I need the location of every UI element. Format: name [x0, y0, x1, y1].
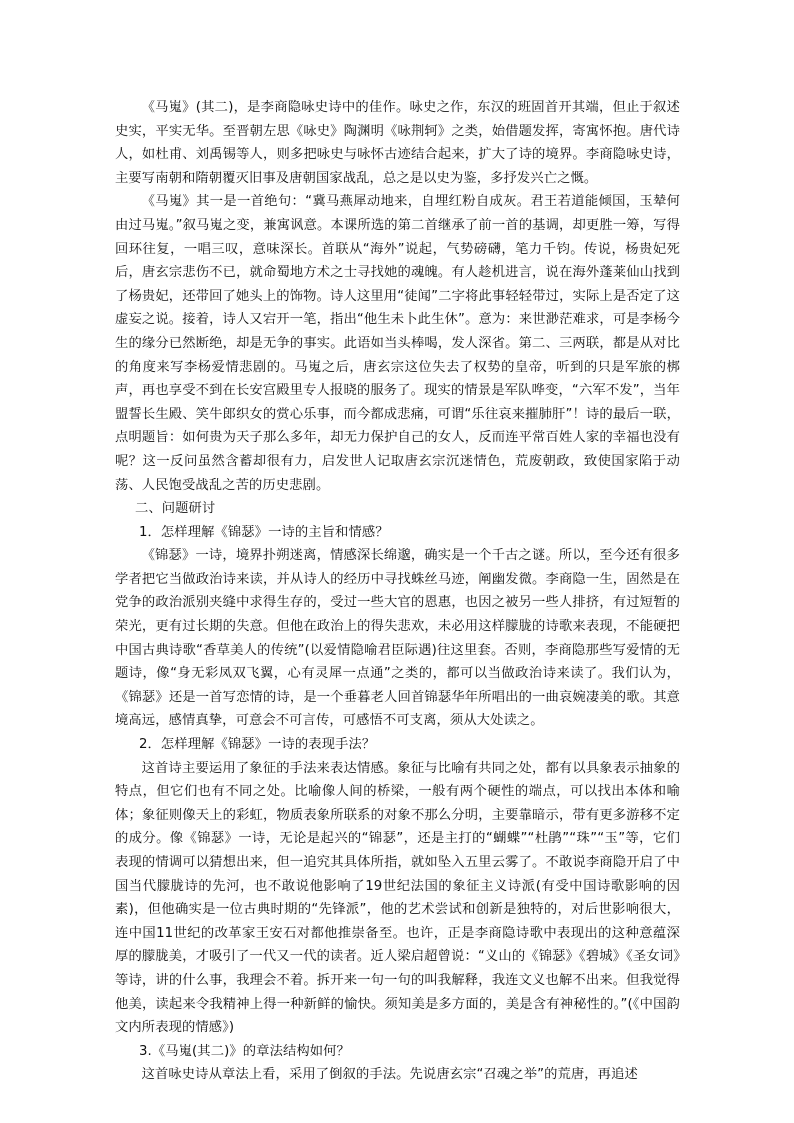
question-1-answer: 《锦瑟》一诗，境界扑朔迷离，情感深长绵邈，确实是一个千古之谜。所以，至今还有很多学者把它当做政治诗来读，并从诗人的经历中寻找蛛丝马迹，阐幽发微。李商隐一生，固然是在党争的政治派别夹缝中求得生存的，受过一些大官的恩惠，也因之被另一些人排挤，有过短暂的荣光，更有过长期的失意。但他在政治上的得失悲欢，未必用这样朦胧的诗歌来表现，不能硬把中国古典诗歌“香草美人的传统”(以爱情隐喻君臣际遇)往这里套。否则，李商隐那些写爱情的无题诗，像“身无彩凤双飞翼，心有灵犀一点通”之类的，都可以当做政治诗来读了。我们认为，《锦瑟》还是一首写恋情的诗，是一个垂暮老人回首锦瑟华年所唱出的一曲哀婉凄美的歌。其意境高远，感情真挚，可意会不可言传，可感悟不可支离，须从大处读之。 — [115, 548, 680, 729]
paragraph-mawei-analysis: 《马嵬》其一是一首绝句：“冀马燕犀动地来，自埋红粉自成灰。君王若道能倾国，玉辇何由过马嵬。”叙马嵬之变，兼寓讽意。本课所选的第二首继承了前一首的基调，却更胜一筹，写得回环往复，一唱三叹，意味深长。首联从“海外”说起，气势磅礴，笔力千钧。传说，杨贵妃死后，唐玄宗悲伤不已，就命蜀地方术之士寻找她的魂魄。有人趁机进言，说在海外蓬莱仙山找到了杨贵妃，还带回了她头上的饰物。诗人这里用“徒闻”二字将此事轻轻带过，实际上是否定了这虚妄之说。接着，诗人又宕开一笔，指出“他生未卜此生休”。意为：来世渺茫难求，可是李杨今生的缘分已然断绝，却是无争的事实。此语如当头棒喝，发人深省。第二、三两联，都是从对比的角度来写李杨爱情悲剧的。马嵬之后，唐玄宗这位失去了权势的皇帝，听到的只是军旅的梆声，再也享受不到在长安宫殿里专人报晓的服务了。现实的情景是军队哗变，“六军不发”，当年盟誓长生殿、笑牛郎织女的赏心乐事，而今都成悲痛，可谓“乐往哀来摧肺肝”！诗的最后一联，点明题旨：如何贵为天子那么多年，却无力保护自己的女人，反而连平常百姓人家的幸福也没有呢？这一反问虽然含蓄却很有力，启发世人记取唐玄宗沉迷情色，荒废朝政，致使国家陷于动荡、人民饱受战乱之苦的历史悲剧。 — [115, 194, 680, 493]
paragraph-mawei-intro: 《马嵬》(其二)，是李商隐咏史诗中的佳作。咏史之作，东汉的班固首开其端，但止于叙述史实，平实无华。至晋朝左思《咏史》陶渊明《咏荆轲》之类，始借题发挥，寄寓怀抱。唐代诗人，如杜甫、刘禹锡等人，则多把咏史与咏怀古迹结合起来，扩大了诗的境界。李商隐咏史诗，主要写南朝和隋朝覆灭旧事及唐朝国家战乱，总之是以史为鉴，多抒发兴亡之慨。 — [115, 100, 680, 186]
question-3-heading: 3.《马嵬(其二)》的章法结构如何？ — [138, 1043, 350, 1059]
question-2-answer: 这首诗主要运用了象征的手法来表达情感。象征与比喻有共同之处，都有以具象表示抽象的特点，但它们也有不同之处。比喻像人间的桥梁，一般有两个硬性的端点，可以找出本体和喻体；象征则像天上的彩虹，物质表象所联系的对象不那么分明，主要靠暗示，带有更多游移不定的成分。像《锦瑟》一诗，无论是起兴的“锦瑟”，还是主打的“蝴蝶”“杜鹃”“珠”“玉”等，它们表现的情调可以猜想出来，但一追究其具体所指，就如坠入五里云雾了。不敢说李商隐开启了中国当代朦胧诗的先河，也不敢说他影响了19世纪法国的象征主义诗派(有受中国诗歌影响的因素)，但他确实是一位古典时期的“先锋派”，他的艺术尝试和创新是独特的，对后世影响很大，连中国11世纪的改革家王安石对都他推崇备至。也许，正是李商隐诗歌中表现出的这种意蕴深厚的朦胧美，才吸引了一代又一代的读者。近人梁启超曾说：“义山的《锦瑟》《碧城》《圣女词》等诗，讲的什么事，我理会不着。拆开来一句一句的叫我解释，我连文义也解不出来。但我觉得他美，读起来令我精神上得一种新鲜的愉快。须知美是多方面的，美是含有神秘性的。”(《中国韵文内所表现的情感》) — [115, 760, 680, 1036]
section-heading-problem-discussion: 二、问题研讨 — [134, 501, 216, 517]
question-1-heading: 1．怎样理解《锦瑟》一诗的主旨和情感？ — [138, 524, 389, 540]
document-page — [115, 96, 680, 1087]
question-2-heading: 2．怎样理解《锦瑟》一诗的表现手法？ — [138, 737, 376, 753]
question-3-answer: 这首咏史诗从章法上看，采用了倒叙的手法。先说唐玄宗“召魂之举”的荒唐，再追述 — [141, 1067, 638, 1083]
